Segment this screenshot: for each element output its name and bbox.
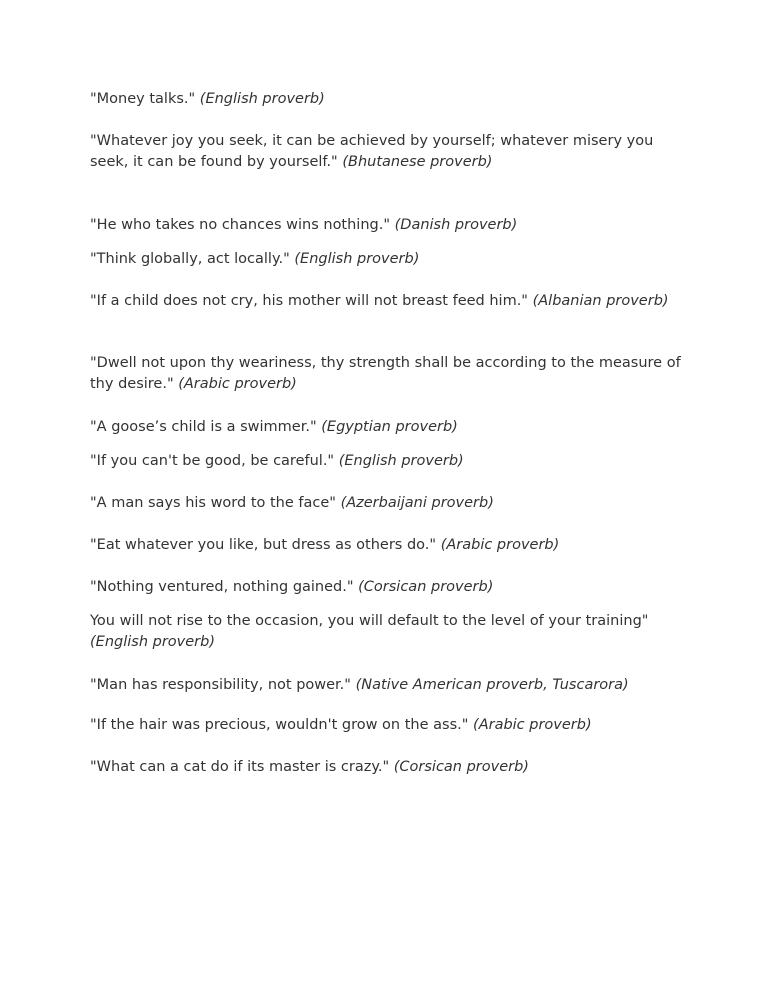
proverb-source: (Native American proverb, Tuscarora) [355,677,629,693]
proverb-quote: "If a child does not cry, his mother will not breast feed him." [90,293,528,309]
proverb-source: (Bhutanese proverb) [342,154,493,170]
proverb-item [90,451,690,472]
proverb-quote: "A man says his word to the face" [90,495,336,511]
proverb-item [90,577,690,598]
proverb-item [90,535,690,556]
proverb-item [90,131,690,173]
proverb-source: (Albanian proverb) [532,293,669,309]
proverb-item [90,493,690,514]
proverb-quote: "If you can't be good, be careful." [90,453,335,469]
proverb-item [90,215,690,236]
proverb-quote: "What can a cat do if its master is crazy." [90,759,390,775]
proverb-source: (English proverb) [294,251,420,267]
proverb-item [90,417,690,438]
proverb-item [90,291,690,312]
proverb-source: (English proverb) [338,453,464,469]
proverb-item [90,611,690,653]
proverb-quote: "Eat whatever you like, but dress as others do." [90,537,437,553]
proverb-quote: "If the hair was precious, wouldn't grow on the ass." [90,717,469,733]
proverb-quote: "Money talks." [90,91,196,107]
proverb-quote: "A goose’s child is a swimmer." [90,419,317,435]
proverb-source: (Azerbaijani proverb) [340,495,494,511]
proverb-item [90,353,690,395]
proverb-item [90,249,690,270]
proverb-source: (Arabic proverb) [440,537,560,553]
proverb-quote: "He who takes no chances wins nothing." [90,217,391,233]
proverb-item [90,675,690,696]
proverb-quote: "Think globally, act locally." [90,251,290,267]
proverb-source: (Danish proverb) [394,217,518,233]
proverb-item [90,715,690,736]
proverb-quote: You will not rise to the occasion, you will default to the level of your training" [90,613,649,629]
proverb-item [90,757,690,778]
proverb-source: (Arabic proverb) [473,717,592,733]
proverb-source: (Corsican proverb) [358,579,494,595]
proverb-quote: "Man has responsibility, not power." [90,677,351,693]
proverb-source: (Egyptian proverb) [321,419,458,435]
proverb-quote: "Dwell not upon thy weariness, thy strength shall be according to the measure of thy desire." [90,355,681,392]
proverb-source: (English proverb) [90,634,215,650]
proverb-item [90,89,690,110]
proverb-quote: "Whatever joy you seek, it can be achieved by yourself; whatever misery you seek, it can be found by yourself." [90,133,654,170]
proverb-source: (English proverb) [199,91,325,107]
proverb-quote: "Nothing ventured, nothing gained." [90,579,354,595]
proverb-source: (Corsican proverb) [393,759,529,775]
proverb-source: (Arabic proverb) [178,376,297,392]
